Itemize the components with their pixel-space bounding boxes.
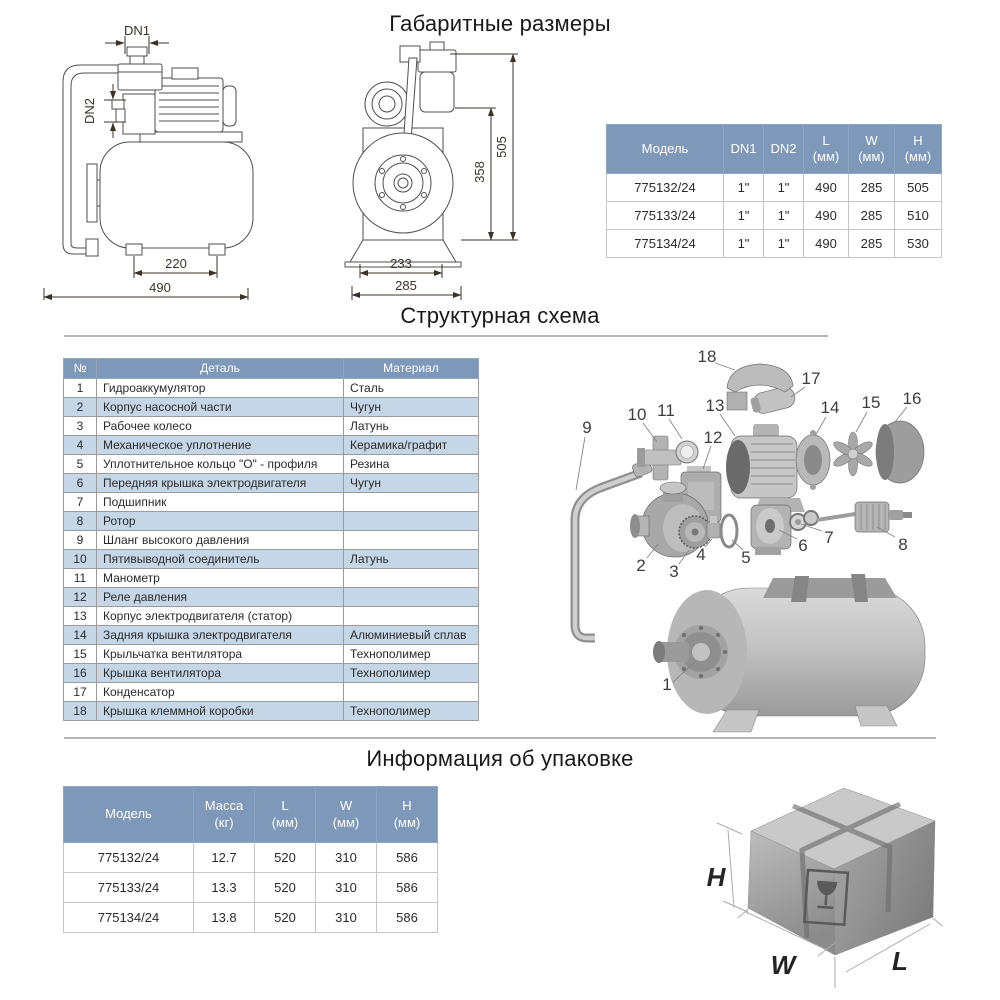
dim-label-220: 220 bbox=[165, 256, 187, 271]
exploded-view-diagram bbox=[555, 340, 985, 740]
table-cell: 520 bbox=[255, 873, 316, 903]
dim-label-285: 285 bbox=[395, 278, 417, 293]
part-number-label: 16 bbox=[902, 389, 922, 408]
column-header: W (мм) bbox=[316, 787, 377, 843]
table-row bbox=[64, 550, 479, 569]
table-cell: 775132/24 bbox=[64, 843, 194, 873]
part-number-label: 8 bbox=[898, 535, 908, 554]
table-row bbox=[64, 493, 479, 512]
table-cell: 520 bbox=[255, 903, 316, 933]
table-row bbox=[64, 702, 479, 721]
table-cell: Передняя крышка электродвигателя bbox=[97, 474, 344, 493]
table-cell: 1" bbox=[724, 174, 764, 202]
table-cell: Алюминиевый сплав bbox=[344, 626, 479, 645]
parts-table bbox=[63, 358, 479, 721]
section-title-packaging: Информация об упаковке bbox=[366, 746, 634, 771]
package-box-illustration bbox=[690, 760, 990, 1000]
part-number-label: 17 bbox=[801, 369, 821, 388]
table-cell: 12 bbox=[64, 588, 97, 607]
table-cell: 17 bbox=[64, 683, 97, 702]
table-cell: Крышка вентилятора bbox=[97, 664, 344, 683]
section-title-dimensions: Габаритные размеры bbox=[389, 11, 611, 36]
table-cell: 285 bbox=[849, 174, 895, 202]
table-row bbox=[64, 664, 479, 683]
table-cell bbox=[344, 531, 479, 550]
table-cell: 490 bbox=[804, 202, 849, 230]
table-row bbox=[64, 683, 479, 702]
table-cell: Корпус электродвигателя (статор) bbox=[97, 607, 344, 626]
table-cell bbox=[344, 588, 479, 607]
table-cell: Технополимер bbox=[344, 664, 479, 683]
table-cell: Пятивыводной соединитель bbox=[97, 550, 344, 569]
table-row bbox=[64, 417, 479, 436]
table-cell: 530 bbox=[895, 230, 942, 258]
table-cell bbox=[344, 607, 479, 626]
dim-label-dn1: DN1 bbox=[123, 23, 151, 38]
table-cell: 9 bbox=[64, 531, 97, 550]
part-number-label: 3 bbox=[669, 562, 679, 581]
table-cell: 520 bbox=[255, 843, 316, 873]
table-row bbox=[64, 455, 479, 474]
table-row bbox=[64, 379, 479, 398]
column-header: Деталь bbox=[97, 359, 344, 379]
table-cell: 15 bbox=[64, 645, 97, 664]
part-number-label: 12 bbox=[703, 428, 723, 447]
table-cell: Латунь bbox=[344, 417, 479, 436]
table-cell: 13.8 bbox=[194, 903, 255, 933]
table-row bbox=[64, 903, 438, 933]
table-cell: 11 bbox=[64, 569, 97, 588]
column-header: Модель bbox=[64, 787, 194, 843]
table-row bbox=[64, 569, 479, 588]
table-cell: 505 bbox=[895, 174, 942, 202]
table-cell: 285 bbox=[849, 202, 895, 230]
box-length-label: L bbox=[892, 946, 908, 976]
dim-label-505: 505 bbox=[494, 136, 509, 158]
table-cell: 1" bbox=[724, 230, 764, 258]
table-row bbox=[64, 436, 479, 455]
table-cell: Корпус насосной части bbox=[97, 398, 344, 417]
table-row bbox=[64, 474, 479, 493]
table-cell: 1" bbox=[764, 202, 804, 230]
table-cell: Чугун bbox=[344, 474, 479, 493]
dimensions-table bbox=[606, 124, 942, 258]
table-cell bbox=[344, 569, 479, 588]
dim-label-358: 358 bbox=[472, 161, 487, 183]
pump-side-view-drawing bbox=[30, 20, 320, 300]
dim-label-dn2: DN2 bbox=[82, 97, 97, 125]
part-number-label: 7 bbox=[824, 528, 834, 547]
table-cell: 775133/24 bbox=[64, 873, 194, 903]
dim-label-233: 233 bbox=[390, 256, 412, 271]
table-cell: Гидроаккумулятор bbox=[97, 379, 344, 398]
column-header: H (мм) bbox=[895, 125, 942, 174]
table-cell: 16 bbox=[64, 664, 97, 683]
column-header: Масса (кг) bbox=[194, 787, 255, 843]
table-row bbox=[64, 398, 479, 417]
table-cell bbox=[344, 493, 479, 512]
table-cell: 1" bbox=[764, 174, 804, 202]
table-cell: 10 bbox=[64, 550, 97, 569]
column-header: Материал bbox=[344, 359, 479, 379]
table-cell: 18 bbox=[64, 702, 97, 721]
table-cell: Технополимер bbox=[344, 645, 479, 664]
table-cell: 6 bbox=[64, 474, 97, 493]
table-row bbox=[64, 512, 479, 531]
column-header: H (мм) bbox=[377, 787, 438, 843]
table-cell: 3 bbox=[64, 417, 97, 436]
table-cell: Технополимер bbox=[344, 702, 479, 721]
table-row bbox=[64, 843, 438, 873]
table-cell: Рабочее колесо bbox=[97, 417, 344, 436]
table-cell: 775134/24 bbox=[607, 230, 724, 258]
table-cell: 7 bbox=[64, 493, 97, 512]
table-cell: Крышка клеммной коробки bbox=[97, 702, 344, 721]
part-number-label: 9 bbox=[582, 418, 592, 437]
table-cell: 1" bbox=[724, 202, 764, 230]
part-number-label: 6 bbox=[798, 536, 808, 555]
divider-packaging bbox=[64, 737, 936, 739]
table-cell: Ротор bbox=[97, 512, 344, 531]
table-cell: Шланг высокого давления bbox=[97, 531, 344, 550]
part-number-label: 10 bbox=[627, 405, 647, 424]
table-cell bbox=[344, 512, 479, 531]
table-cell: 775133/24 bbox=[607, 202, 724, 230]
table-cell: Резина bbox=[344, 455, 479, 474]
box-width-label: W bbox=[770, 950, 796, 980]
table-cell: Уплотнительное кольцо "О" - профиля bbox=[97, 455, 344, 474]
table-row bbox=[64, 588, 479, 607]
part-number-label: 2 bbox=[636, 556, 646, 575]
part-number-label: 1 bbox=[662, 675, 672, 694]
table-row bbox=[607, 230, 942, 258]
table-cell: 13 bbox=[64, 607, 97, 626]
table-row bbox=[64, 645, 479, 664]
column-header: L (мм) bbox=[255, 787, 316, 843]
table-cell: Латунь bbox=[344, 550, 479, 569]
table-cell: 1" bbox=[764, 230, 804, 258]
table-cell: 285 bbox=[849, 230, 895, 258]
table-row bbox=[64, 531, 479, 550]
table-row bbox=[64, 626, 479, 645]
table-cell: 310 bbox=[316, 903, 377, 933]
table-cell: 14 bbox=[64, 626, 97, 645]
table-cell bbox=[344, 683, 479, 702]
table-row bbox=[64, 873, 438, 903]
table-cell: Задняя крышка электродвигателя bbox=[97, 626, 344, 645]
table-cell: Крыльчатка вентилятора bbox=[97, 645, 344, 664]
table-cell: 5 bbox=[64, 455, 97, 474]
part-number-label: 5 bbox=[741, 548, 751, 567]
table-cell: 775134/24 bbox=[64, 903, 194, 933]
table-cell: Подшипник bbox=[97, 493, 344, 512]
column-header: L (мм) bbox=[804, 125, 849, 174]
table-cell: 4 bbox=[64, 436, 97, 455]
table-row bbox=[607, 174, 942, 202]
table-cell: 586 bbox=[377, 843, 438, 873]
table-cell: Конденсатор bbox=[97, 683, 344, 702]
divider-structure bbox=[64, 335, 828, 337]
packaging-table bbox=[63, 786, 438, 933]
table-cell: 1 bbox=[64, 379, 97, 398]
part-number-label: 13 bbox=[705, 396, 725, 415]
part-number-label: 11 bbox=[657, 401, 675, 420]
table-cell: 8 bbox=[64, 512, 97, 531]
pump-front-view-drawing bbox=[330, 20, 540, 300]
column-header: W (мм) bbox=[849, 125, 895, 174]
table-cell: 586 bbox=[377, 873, 438, 903]
table-cell: Керамика/графит bbox=[344, 436, 479, 455]
table-cell: 490 bbox=[804, 174, 849, 202]
column-header: Модель bbox=[607, 125, 724, 174]
table-cell: Чугун bbox=[344, 398, 479, 417]
part-number-label: 14 bbox=[820, 398, 840, 417]
table-cell: Реле давления bbox=[97, 588, 344, 607]
table-cell: 586 bbox=[377, 903, 438, 933]
table-row bbox=[607, 202, 942, 230]
table-cell: 13.3 bbox=[194, 873, 255, 903]
box-height-label: H bbox=[706, 862, 726, 892]
table-cell: Механическое уплотнение bbox=[97, 436, 344, 455]
table-cell: 310 bbox=[316, 873, 377, 903]
table-cell: 775132/24 bbox=[607, 174, 724, 202]
table-row bbox=[64, 607, 479, 626]
table-cell: Сталь bbox=[344, 379, 479, 398]
table-cell: 510 bbox=[895, 202, 942, 230]
column-header: № bbox=[64, 359, 97, 379]
table-cell: 310 bbox=[316, 843, 377, 873]
part-number-label: 4 bbox=[696, 545, 706, 564]
column-header: DN1 bbox=[724, 125, 764, 174]
dim-label-490: 490 bbox=[149, 280, 171, 295]
section-title-structure: Структурная схема bbox=[400, 303, 600, 328]
table-cell: 490 bbox=[804, 230, 849, 258]
part-number-label: 18 bbox=[697, 347, 717, 366]
table-cell: 2 bbox=[64, 398, 97, 417]
column-header: DN2 bbox=[764, 125, 804, 174]
table-cell: Манометр bbox=[97, 569, 344, 588]
part-number-label: 15 bbox=[861, 393, 881, 412]
table-cell: 12.7 bbox=[194, 843, 255, 873]
